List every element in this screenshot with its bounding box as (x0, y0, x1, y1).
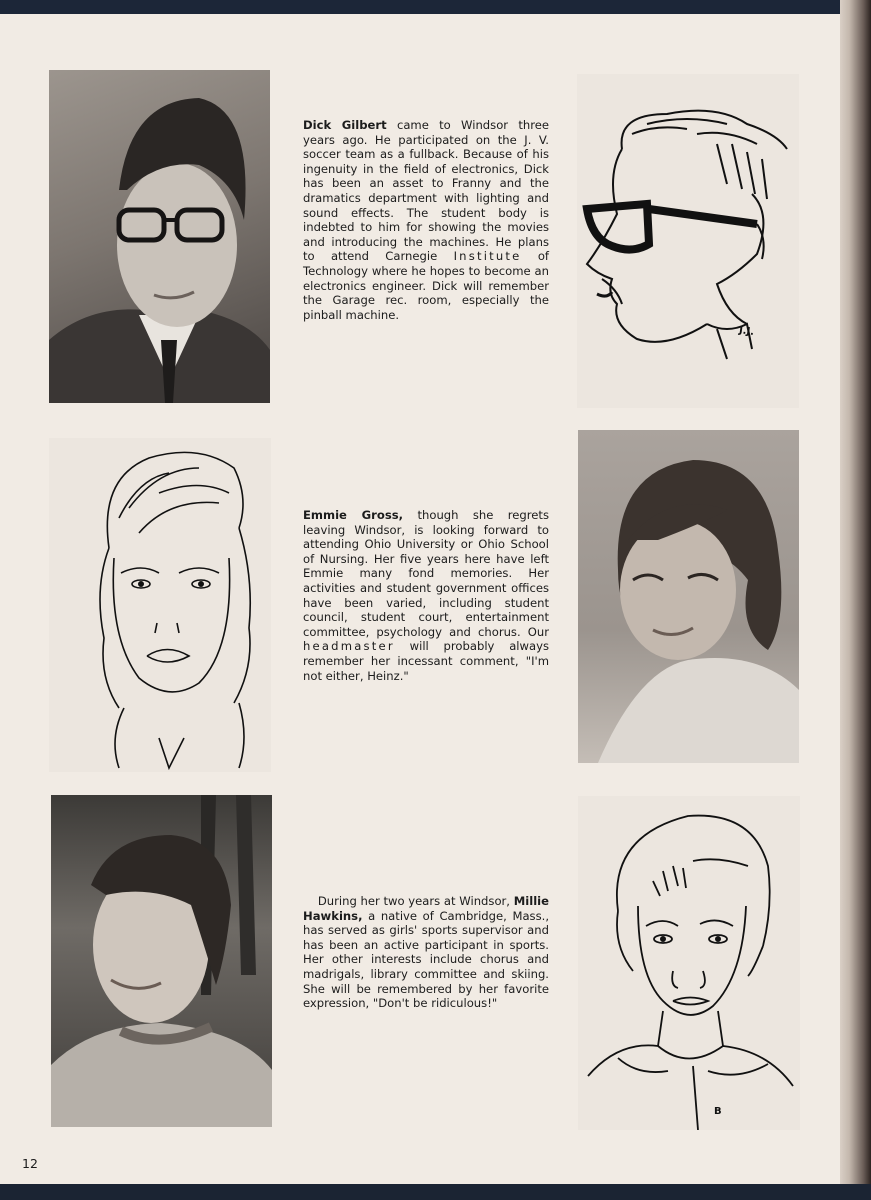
portrait-silhouette (51, 795, 272, 1127)
student-name: Dick Gilbert (303, 118, 387, 132)
photo-dick-gilbert (49, 70, 270, 403)
yearbook-page (0, 14, 840, 1184)
bio-text-part-1: came to Windsor three years ago. He participated on the J. V. soccer team as a fullback. Because of his ingenuity in the field of electronics, Dick has been an asset to Franny and the dramatics department with lighting and sound effects. The student body is indebted to him for showing the movies and introducing the machines. He plans to attend Carnegie (303, 118, 549, 264)
page-number: 12 (22, 1156, 38, 1171)
caricature-drawing (49, 438, 271, 772)
bio-text-part-2: will probably always remember her incessant comment, "I'm not either, Heinz." (303, 639, 550, 683)
student-name: Millie Hawkins, (303, 894, 550, 923)
sketch-initials: B (714, 1106, 722, 1117)
student-name: Emmie Gross, (303, 508, 404, 522)
sketch-initials: J.J. (738, 325, 755, 338)
portrait-silhouette (49, 70, 270, 403)
caricature-drawing (577, 74, 799, 408)
bio-emmie-gross (303, 508, 549, 683)
bio-text-spaced: Institute (453, 249, 522, 264)
bio-millie-hawkins (303, 894, 549, 1011)
bio-text-part-1: though she regrets leaving Windsor, is looking forward to attending Ohio University or Ohio School of Nursing. Her five years here have left Emmie many fond memories. Her activities and student government offices have been varied, including student council, student court, entertainment committee, psychology and chorus. Our (303, 508, 550, 639)
bio-text-part-2: of Technology where he hopes to become an electronics engineer. Dick will remember the Garage rec. room, especially the pinball machine. (303, 249, 550, 322)
caricature-drawing (578, 796, 800, 1130)
bottom-band (0, 1184, 871, 1200)
bio-text-prefix: During her two years at Windsor, (317, 894, 510, 908)
book-spine (840, 0, 871, 1200)
sketch-millie-hawkins (578, 796, 800, 1130)
photo-emmie-gross (578, 430, 799, 763)
sketch-emmie-gross (49, 438, 271, 772)
photo-millie-hawkins (51, 795, 272, 1127)
bio-text-part-1: a native of Cambridge, Mass., has served as girls' sports supervisor and has been an active participant in sports. Her other interests include chorus and madrigals, library committee and skiing. She will be remembered by her favorite expression, "Don't be ridiculous!" (303, 908, 550, 1011)
top-band (0, 0, 871, 14)
portrait-silhouette (578, 430, 799, 763)
bio-dick-gilbert (303, 118, 549, 322)
bio-text-spaced: headmaster (303, 639, 395, 654)
sketch-dick-gilbert (577, 74, 799, 408)
